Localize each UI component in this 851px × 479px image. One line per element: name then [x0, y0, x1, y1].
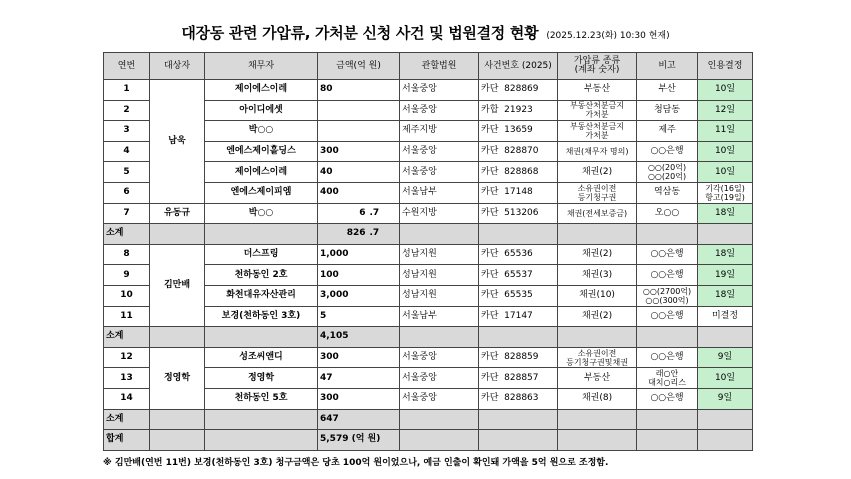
subtotal-value: 826 [318, 224, 368, 245]
row-amount: 100 [318, 265, 368, 286]
row-remark: 제주 [637, 121, 698, 142]
target-jungyounghak: 정영학 [150, 347, 205, 409]
header-kind: 가압류 종류 (계좌 숫자) [558, 53, 637, 80]
row-amount: 300 [318, 388, 368, 409]
row-case-no: 카합 21923 [479, 100, 558, 121]
row-no: 7 [104, 203, 150, 224]
total-value: 5,579 (억 원) [318, 430, 400, 451]
row-no: 4 [104, 141, 150, 162]
row-case-no: 카단 65537 [479, 265, 558, 286]
header-target: 대상자 [150, 53, 205, 80]
row-decision: 미결정 [698, 306, 753, 327]
row-decision: 18일 [698, 244, 753, 265]
row-amount: 300 [318, 141, 368, 162]
row-remark: 부산 [637, 80, 698, 101]
row-kind: 채권(3) [558, 265, 637, 286]
target-namwook: 남욱 [150, 80, 205, 204]
row-debtor: 엔에스제이피엠 [205, 182, 318, 203]
case-table [103, 52, 753, 451]
row-amount: 300 [318, 347, 368, 368]
row-debtor: 제이에스이레 [205, 80, 318, 101]
row-no: 8 [104, 244, 150, 265]
row-no: 3 [104, 121, 150, 142]
row-amount: 40 [318, 162, 368, 183]
row-remark: 역삼동 [637, 182, 698, 203]
row-case-no: 카단 828869 [479, 80, 558, 101]
row-decision: 18일 [698, 203, 753, 224]
header-court: 관할법원 [400, 53, 479, 80]
row-debtor: 박○○ [205, 121, 318, 142]
row-decision: 12일 [698, 100, 753, 121]
page-subtitle: (2025.12.23(화) 10:30 현재) [546, 31, 670, 41]
subtotal-label: 소계 [104, 327, 150, 348]
row-no: 11 [104, 306, 150, 327]
row-decision: 기각(16일) 항고(19일) [698, 182, 753, 203]
row-kind: 부동산 [558, 80, 637, 101]
row-debtor: 아이디에셋 [205, 100, 318, 121]
subtotal-value: 4,105 [318, 327, 368, 348]
row-amount: 1,000 [318, 244, 368, 265]
subtotal-row [104, 224, 753, 245]
row-amount: 3,000 [318, 285, 368, 306]
row-remark: 오○○ [637, 203, 698, 224]
row-decision: 10일 [698, 80, 753, 101]
row-case-no: 카단 828863 [479, 388, 558, 409]
row-case-no: 카단 828857 [479, 368, 558, 389]
row-no: 2 [104, 100, 150, 121]
row-remark: ○○은행 [637, 244, 698, 265]
row-debtor: 천하동인 2호 [205, 265, 318, 286]
row-kind: 부동산처분금지 가처분 [558, 100, 637, 121]
row-remark: 청담동 [637, 100, 698, 121]
table-row [104, 244, 753, 265]
row-case-no: 카단 17148 [479, 182, 558, 203]
footnote: ※ 김만배(연번 11번) 보경(천하동인 3호) 청구금액은 당초 100억 원이었으나, 예금 인출이 확인돼 가액을 5억 원으로 조정함. [103, 458, 609, 468]
row-case-no: 카단 65535 [479, 285, 558, 306]
row-debtor: 보경(천하동인 3호) [205, 306, 318, 327]
row-no: 13 [104, 368, 150, 389]
header-decision: 인용결정 [698, 53, 753, 80]
row-court: 성남지원 [400, 244, 479, 265]
row-kind: 채권(전세보증금) [558, 203, 637, 224]
row-debtor: 박○○ [205, 203, 318, 224]
row-court: 수원지방 [400, 203, 479, 224]
row-court: 서울중앙 [400, 388, 479, 409]
row-decision: 11일 [698, 121, 753, 142]
row-decision: 19일 [698, 265, 753, 286]
row-amount: 5 [318, 306, 368, 327]
row-kind: 채권(2) [558, 306, 637, 327]
row-court: 제주지방 [400, 121, 479, 142]
row-remark: ○○은행 [637, 141, 698, 162]
row-court: 서울남부 [400, 182, 479, 203]
row-court: 서울중앙 [400, 368, 479, 389]
row-court: 서울중앙 [400, 80, 479, 101]
row-remark: ○○은행 [637, 265, 698, 286]
row-amount-suffix: .7 [368, 203, 400, 224]
row-debtor: 화천대유자산관리 [205, 285, 318, 306]
row-court: 서울중앙 [400, 347, 479, 368]
row-amount [318, 100, 368, 121]
target-kimmanbae: 김만배 [150, 244, 205, 326]
row-case-no: 카단 828868 [479, 162, 558, 183]
subtotal-value: 647 [318, 409, 368, 430]
table-row [104, 80, 753, 101]
header-row [104, 53, 753, 80]
row-decision: 10일 [698, 368, 753, 389]
row-kind: 소유권이전 등기청구권 [558, 182, 637, 203]
row-remark: ○○은행 [637, 388, 698, 409]
row-amount: 80 [318, 80, 368, 101]
row-debtor: 엔에스제이홀딩스 [205, 141, 318, 162]
table-row [104, 347, 753, 368]
row-kind: 부동산처분금지 가처분 [558, 121, 637, 142]
row-kind: 소유권이전 등기청구권및채권 [558, 347, 637, 368]
row-case-no: 카단 13659 [479, 121, 558, 142]
row-amount: 47 [318, 368, 368, 389]
row-court: 서울중앙 [400, 100, 479, 121]
header-amount: 금액(억 원) [318, 53, 400, 80]
subtotal-label: 소계 [104, 224, 150, 245]
row-case-no: 카단 65536 [479, 244, 558, 265]
row-case-no: 카단 513206 [479, 203, 558, 224]
header-no: 연번 [104, 53, 150, 80]
row-case-no: 카단 828870 [479, 141, 558, 162]
row-case-no: 카단 828859 [479, 347, 558, 368]
subtotal-suffix: .7 [368, 224, 400, 245]
header-case-no: 사건번호 (2025) [479, 53, 558, 80]
row-court: 서울남부 [400, 306, 479, 327]
row-court: 서울중앙 [400, 141, 479, 162]
row-decision: 10일 [698, 141, 753, 162]
row-remark: ○○(2700억) ○○(300억) [637, 285, 698, 306]
row-remark: ○○(20억) ○○(20억) [637, 162, 698, 183]
table-row [104, 203, 753, 224]
row-kind: 채권(2) [558, 162, 637, 183]
row-debtor: 성조씨앤디 [205, 347, 318, 368]
row-no: 10 [104, 285, 150, 306]
row-court: 서울중앙 [400, 162, 479, 183]
total-label: 합계 [104, 430, 150, 451]
row-remark: ○○은행 [637, 347, 698, 368]
row-court: 성남지원 [400, 285, 479, 306]
row-amount [318, 121, 368, 142]
row-case-no: 카단 17147 [479, 306, 558, 327]
row-decision: 18일 [698, 285, 753, 306]
row-debtor: 더스프링 [205, 244, 318, 265]
page-title: 대장동 관련 가압류, 가처분 신청 사건 및 법원결정 현황 [181, 24, 539, 42]
row-no: 5 [104, 162, 150, 183]
row-kind: 채권(채무자 명의) [558, 141, 637, 162]
total-row [104, 430, 753, 451]
header-remark: 비고 [637, 53, 698, 80]
subtotal-label: 소계 [104, 409, 150, 430]
row-kind: 채권(8) [558, 388, 637, 409]
row-decision: 9일 [698, 388, 753, 409]
row-kind: 부동산 [558, 368, 637, 389]
row-decision: 9일 [698, 347, 753, 368]
target-yoodonggyu: 유동규 [150, 203, 205, 224]
row-remark: 래○안 대치○리스 [637, 368, 698, 389]
subtotal-row [104, 409, 753, 430]
row-debtor: 천하동인 5호 [205, 388, 318, 409]
row-no: 12 [104, 347, 150, 368]
row-amount: 6 [318, 203, 368, 224]
row-debtor: 정영학 [205, 368, 318, 389]
header-debtor: 채무자 [205, 53, 318, 80]
row-no: 9 [104, 265, 150, 286]
title-block [0, 22, 851, 43]
subtotal-row [104, 327, 753, 348]
row-no: 14 [104, 388, 150, 409]
row-kind: 채권(10) [558, 285, 637, 306]
row-remark: ○○은행 [637, 306, 698, 327]
row-debtor: 제이에스이레 [205, 162, 318, 183]
row-amount: 400 [318, 182, 368, 203]
row-no: 6 [104, 182, 150, 203]
row-court: 성남지원 [400, 265, 479, 286]
row-decision: 10일 [698, 162, 753, 183]
row-no: 1 [104, 80, 150, 101]
row-kind: 채권(2) [558, 244, 637, 265]
